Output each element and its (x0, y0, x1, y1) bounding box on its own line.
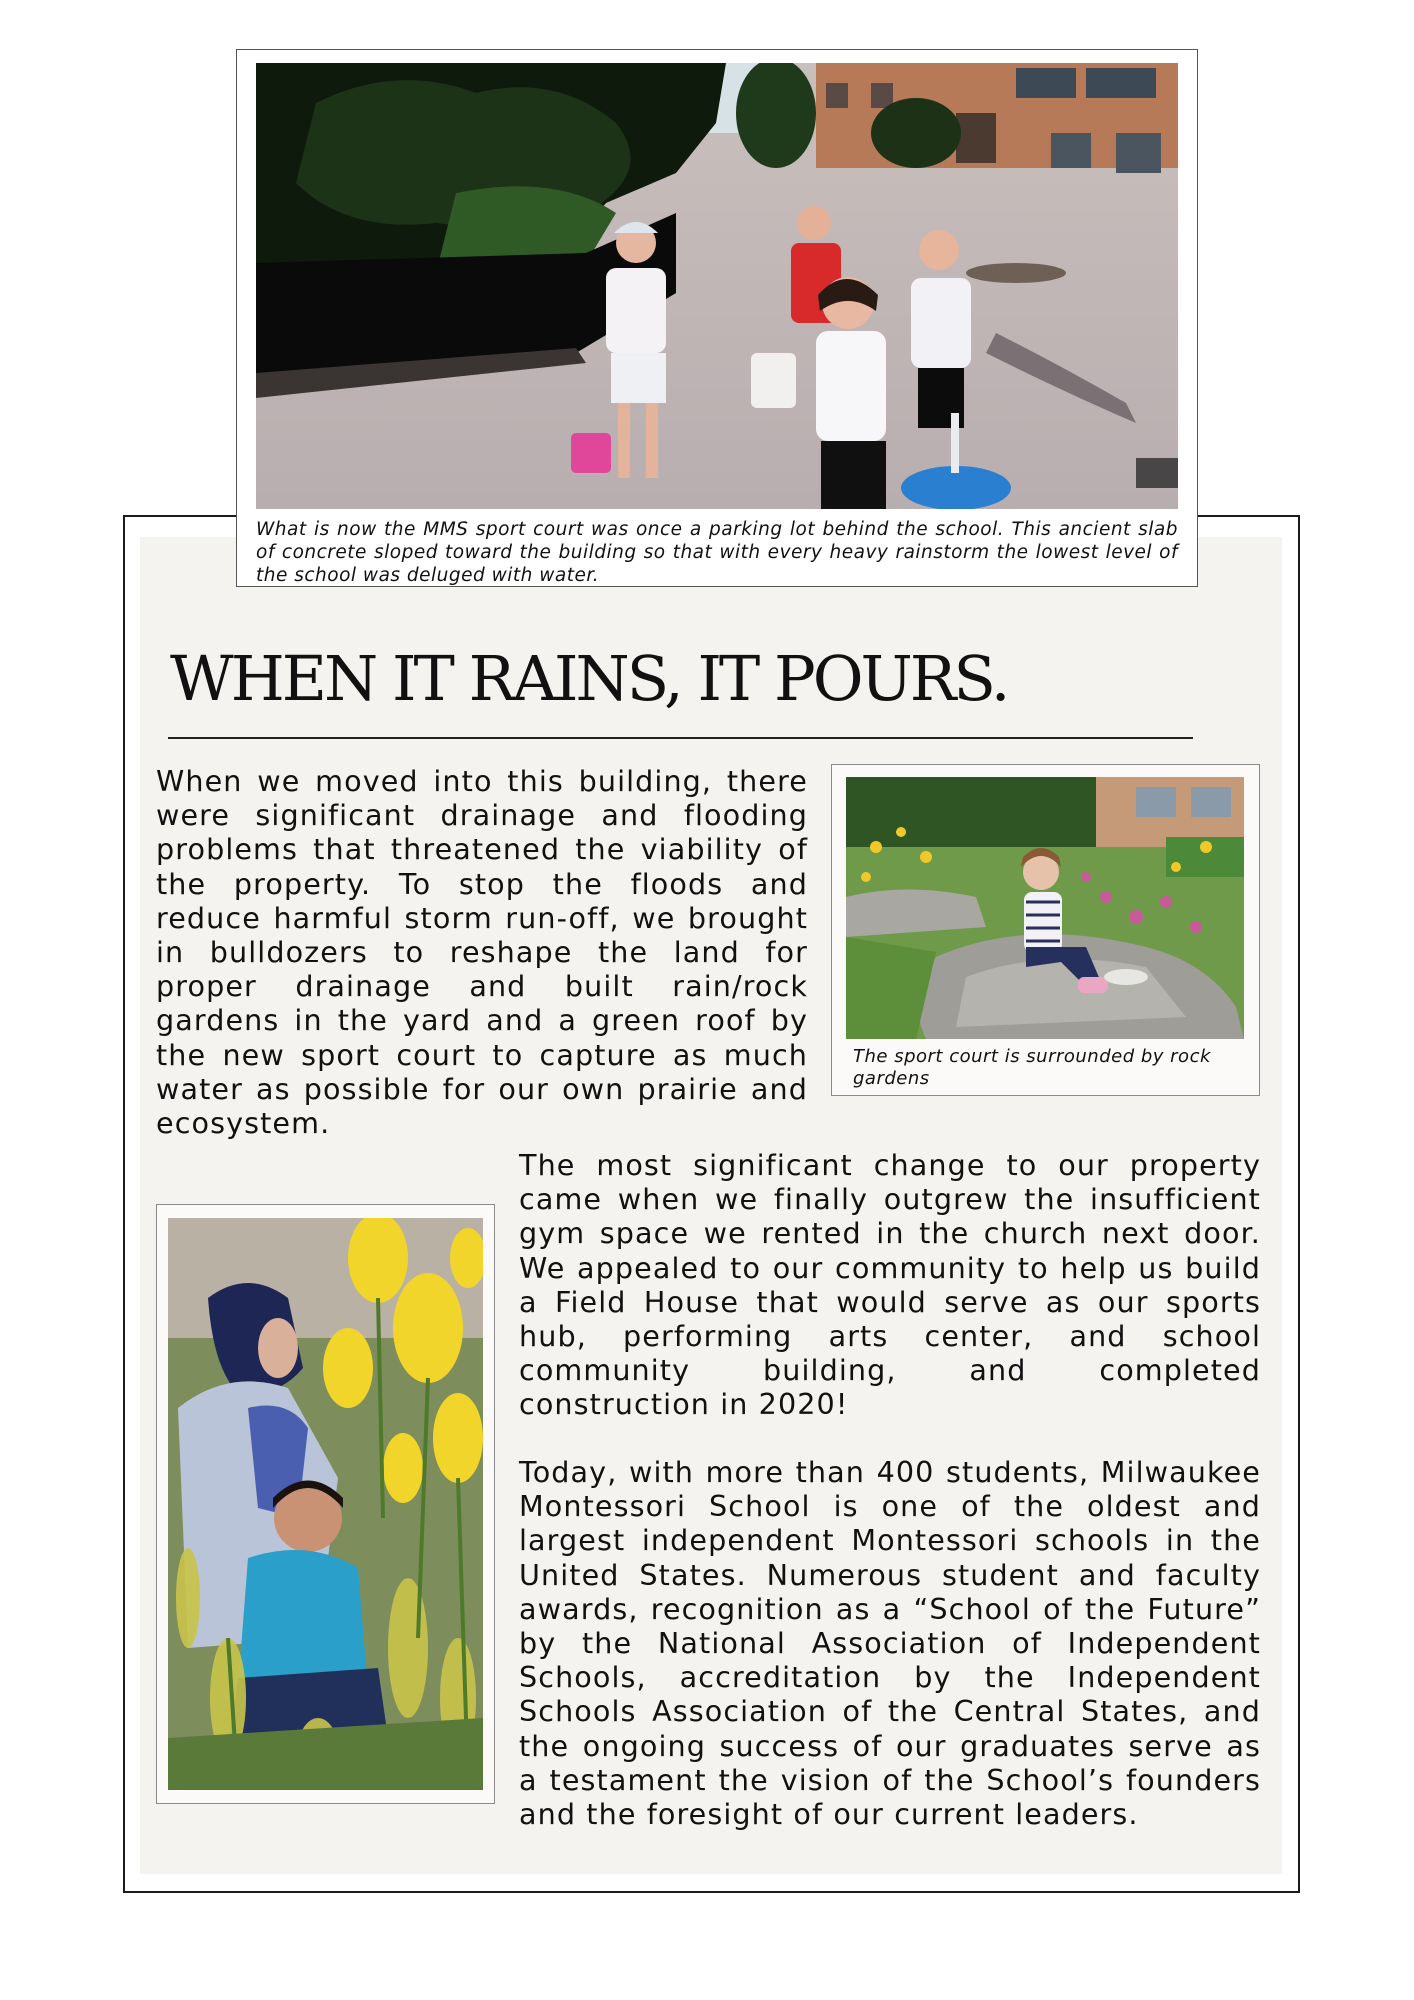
rock-garden-caption: The sport court is surrounded by rock gardens (853, 1046, 1211, 1089)
top-photo-caption: What is now the MMS sport court was once a parking lot behind the school. This ancient slab of concrete sloped toward the building so that with every heavy rainstorm the lowest level of the school was deluged with water. (256, 519, 1178, 586)
rock-garden-photo (846, 777, 1244, 1039)
paragraph-today: Today, with more than 400 students, Milwaukee Montessori School is one of the oldest and largest independent Montessori schools in the United States. Numerous student and faculty awards, recognition as a “School of the Future” by the National Association of Independent Schools, accreditation by the Independent Schools Association of the Central States, and the ongoing success of our graduates serve as a testament the vision of the School’s founders and the foresight of our current leaders. (519, 1455, 1261, 1832)
paragraph-drainage: When we moved into this building, there were significant drainage and flooding problems that threatened the viability of the property. To stop the floods and reduce harmful storm run-off, we brought in bulldozers to reshape the land for proper drainage and built rain/rock gardens in the yard and a green roof by the new sport court to capture as much water as possible for our own prairie and ecosystem. (156, 764, 808, 1141)
parking-lot-photo (256, 63, 1178, 509)
paragraph-field-house: The most significant change to our property came when we finally outgrew the insufficient gym space we rented in the church next door. We appealed to our community to help us build a Field House that would serve as our sports hub, performing arts center, and school community building, and completed construction in 2020! (519, 1148, 1261, 1422)
goldenrod-photo (168, 1218, 483, 1790)
page-title: WHEN IT RAINS, IT POURS. (170, 642, 1008, 715)
title-divider (168, 737, 1193, 739)
